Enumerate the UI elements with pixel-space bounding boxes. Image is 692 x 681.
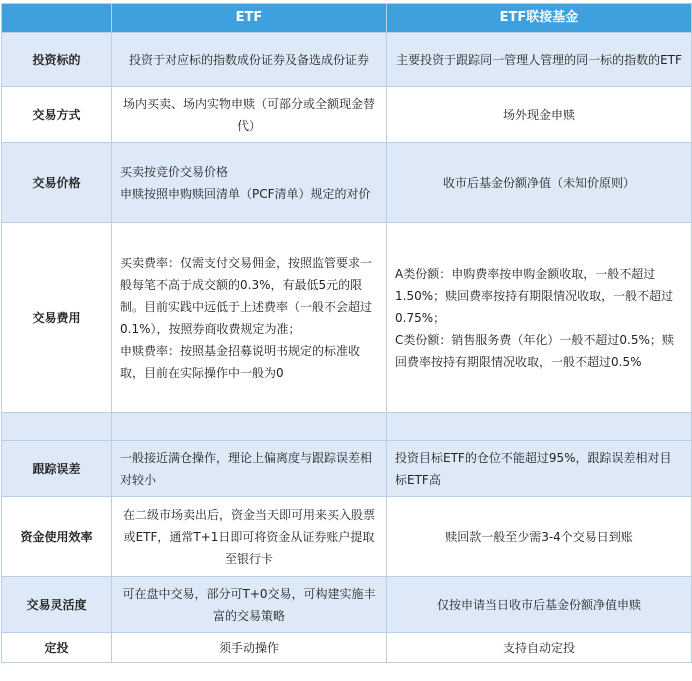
- link-cell: [387, 33, 692, 87]
- etf-text: 在二级市场卖出后，资金当天即可用来买入股票或ETF，通常T+1日即可将资金从证券账户提取至银行卡: [122, 507, 375, 566]
- etf-text: 须手动操作: [218, 640, 279, 655]
- etf-text: 买卖费率：仅需支付交易佣金，按照监管要求一般每笔不高于成交额的0.3%，有最低5元的限制。目前实践中远低于上述费率（一般不会超过0.1%），按照券商收费规定为准；: [120, 255, 373, 336]
- etf-text: 申赎费率：按照基金招募说明书规定的标准收取，目前在实际操作中一般为0: [120, 343, 361, 380]
- link-text: 场外现金申赎: [502, 107, 575, 122]
- row-label: 定投: [2, 633, 112, 663]
- row-label: 资金使用效率: [2, 497, 112, 577]
- table-row: [2, 633, 692, 663]
- link-cell: [387, 577, 692, 633]
- header-etf: ETF: [112, 4, 387, 33]
- link-cell: [387, 223, 692, 413]
- table-row: [2, 87, 692, 143]
- etf-cell: [112, 577, 387, 633]
- etf-text: 可在盘中交易，部分可T+0交易，可构建实施丰富的交易策略: [122, 586, 376, 623]
- header-blank: [2, 4, 112, 33]
- link-cell: [387, 413, 692, 441]
- link-cell: [387, 497, 692, 577]
- comparison-table: [1, 3, 692, 663]
- link-text: 支持自动定投: [502, 640, 575, 655]
- link-text: C类份额：销售服务费（年化）一般不超过0.5%；赎回费率按持有期限情况收取，一般不超过0.5%: [395, 332, 674, 369]
- link-cell: [387, 441, 692, 497]
- etf-text: 投资于对应标的指数成份证券及备选成份证券: [128, 52, 369, 67]
- table-row-empty: [2, 413, 692, 441]
- etf-cell: [112, 143, 387, 223]
- row-label: 交易费用: [2, 223, 112, 413]
- etf-cell: [112, 441, 387, 497]
- table-row: [2, 33, 692, 87]
- link-text: 主要投资于跟踪同一管理人管理的同一标的指数的ETF: [396, 52, 682, 67]
- etf-cell: [112, 497, 387, 577]
- link-text: 投资目标ETF的仓位不能超过95%，跟踪误差相对目标ETF高: [395, 450, 672, 487]
- etf-cell: [112, 223, 387, 413]
- etf-text: 买卖按竞价交易价格: [120, 164, 229, 179]
- table-row: [2, 577, 692, 633]
- link-cell: [387, 143, 692, 223]
- table-row: [2, 223, 692, 413]
- etf-text: 申赎按照申购赎回清单（PCF清单）规定的对价: [120, 186, 371, 201]
- header-link-fund: ETF联接基金: [387, 4, 692, 33]
- link-text: 赎回款一般至少需3-4个交易日到账: [445, 529, 633, 544]
- row-label: 交易方式: [2, 87, 112, 143]
- etf-text: 一般接近满仓操作，理论上偏离度与跟踪误差相对较小: [120, 450, 373, 487]
- header-row: [2, 4, 692, 33]
- table-row: [2, 143, 692, 223]
- table-row: [2, 441, 692, 497]
- row-label: 跟踪误差: [2, 441, 112, 497]
- etf-cell: [112, 633, 387, 663]
- row-label: 交易灵活度: [2, 577, 112, 633]
- link-cell: [387, 633, 692, 663]
- row-label: 投资标的: [2, 33, 112, 87]
- link-text: 收市后基金份额净值（未知价原则）: [442, 175, 635, 190]
- link-text: A类份额：申购费率按申购金额收取，一般不超过1.50%；赎回费率按持有期限情况收取，一般不超过0.75%；: [395, 266, 674, 325]
- etf-cell: [112, 33, 387, 87]
- etf-text: 场内买卖、场内实物申赎（可部分或全额现金替代）: [122, 96, 375, 133]
- etf-cell: [112, 87, 387, 143]
- row-label: 交易价格: [2, 143, 112, 223]
- link-text: 仅按申请当日收市后基金份额净值申赎: [436, 597, 641, 612]
- etf-cell: [112, 413, 387, 441]
- row-label: [2, 413, 112, 441]
- table-row: [2, 497, 692, 577]
- link-cell: [387, 87, 692, 143]
